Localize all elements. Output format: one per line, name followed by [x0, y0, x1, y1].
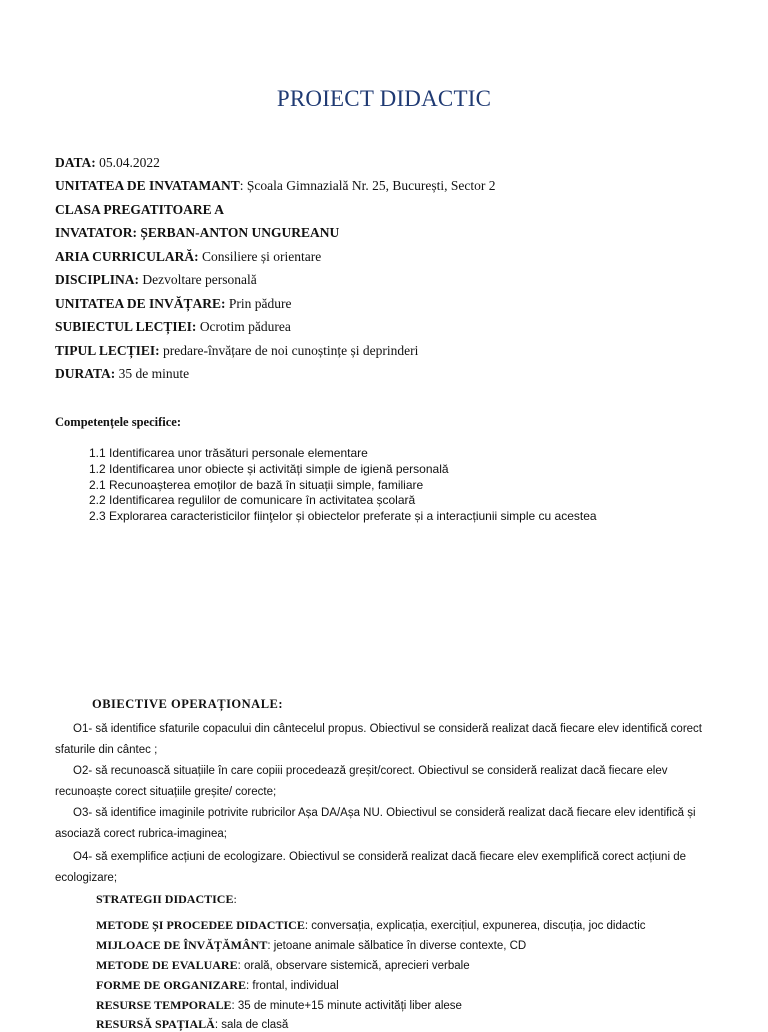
info-line-unitatea-invatare: [55, 296, 292, 312]
info-label: DURATA:: [55, 366, 116, 381]
strategie-metode: [96, 918, 646, 933]
info-label: UNITATEA DE INVATAMANT: [55, 178, 240, 193]
info-label: UNITATEA DE INVĂȚARE:: [55, 296, 226, 311]
strategie-label: FORME DE ORGANIZARE: [96, 978, 247, 992]
strategie-label: METODE ȘI PROCEDEE DIDACTICE: [96, 918, 305, 932]
info-label: TIPUL LECȚIEI:: [55, 343, 160, 358]
strategie-value: : jetoane animale sălbatice în diverse contexte, CD: [267, 940, 527, 952]
info-line-disciplina: [55, 272, 257, 288]
info-label: ARIA CURRICULARĂ:: [55, 249, 199, 264]
info-line-clasa: [55, 202, 224, 218]
info-label: DATA:: [55, 155, 96, 170]
competenta-item: 1.2 Identificarea unor obiecte și activități simple de igienă personală: [89, 462, 449, 476]
strategii-heading-label: STRATEGII DIDACTICE: [96, 892, 234, 906]
strategie-label: RESURSE TEMPORALE: [96, 998, 232, 1012]
info-value: Prin pădure: [225, 296, 292, 311]
document-title: PROIECT DIDACTIC: [276, 86, 492, 111]
competente-heading: Competențele specifice:: [55, 415, 181, 429]
competenta-item: 2.1 Recunoașterea emoților de bază în situații simple, familiare: [89, 478, 424, 492]
info-value: Dezvoltare personală: [139, 272, 257, 287]
info-value: predare-învățare de noi cunoștințe și deprinderi: [159, 343, 419, 358]
info-line-tipul: [55, 343, 418, 359]
competenta-item: 2.2 Identificarea regulilor de comunicare în activitatea școlară: [89, 493, 416, 507]
strategii-heading-suffix: :: [233, 892, 237, 906]
competenta-item: 2.3 Explorarea caracteristicilor fiinţelor și obiectelor preferate și a interacțiunii simple cu acestea: [89, 509, 597, 523]
info-line-aria-curriculara: [55, 249, 321, 265]
info-label: CLASA PREGATITOARE A: [55, 202, 225, 217]
strategie-label: METODE DE EVALUARE: [96, 958, 238, 972]
info-value: : Școala Gimnazială Nr. 25, București, Sector 2: [239, 178, 496, 193]
strategie-forme: [96, 978, 339, 993]
info-line-subiectul: [55, 319, 291, 335]
info-value: Consiliere și orientare: [198, 249, 322, 264]
strategie-value: : 35 de minute+15 minute activități liber alese: [231, 1000, 462, 1012]
strategie-value: : sala de clasă: [214, 1019, 289, 1031]
info-label: DISCIPLINA:: [55, 272, 140, 287]
strategie-mijloace: [96, 938, 526, 953]
strategie-resursa-spatiala: [96, 1017, 288, 1032]
obiective-heading: OBIECTIVE OPERAȚIONALE:: [92, 697, 284, 711]
info-line-durata: [55, 366, 189, 382]
info-line-unitatea-invatamant: [55, 178, 495, 194]
obiectiv-paragraph: O4- să exemplifice acțiuni de ecologizare. Obiectivul se consideră realizat dacă fiecare elev exemplifică corect acțiuni de ecologizare;: [55, 851, 686, 884]
info-line-invatator: [55, 225, 339, 241]
obiectiv-paragraph: O3- să identifice imaginile potrivite rubricilor Așa DA/Așa NU. Obiectivul se consideră realizat dacă fiecare elev identifică și asociază corect rubrica-imaginea;: [55, 807, 696, 840]
competenta-item: 1.1 Identificarea unor trăsături personale elementare: [89, 446, 368, 460]
info-label: INVATATOR: ȘERBAN-ANTON UNGUREANU: [55, 225, 340, 240]
strategie-resurse-temporale: [96, 998, 462, 1013]
info-value: 05.04.2022: [95, 155, 160, 170]
info-line-data: [55, 155, 160, 171]
strategie-label: RESURSĂ SPAȚIALĂ: [96, 1017, 215, 1031]
strategie-evaluare: [96, 958, 470, 973]
strategie-value: : orală, observare sistemică, aprecieri verbale: [237, 960, 470, 972]
strategie-value: : frontal, individual: [246, 980, 339, 992]
strategii-heading: [96, 892, 237, 907]
strategie-label: MIJLOACE DE ÎNVĂȚĂMÂNT: [96, 938, 268, 952]
obiectiv-paragraph: O2- să recunoască situațiile în care copiii procedează greșit/corect. Obiectivul se consideră realizat dacă fiecare elev recunoaște corect situațiile greșite/ corecte;: [55, 765, 668, 798]
info-label: SUBIECTUL LECȚIEI:: [55, 319, 197, 334]
info-value: 35 de minute: [115, 366, 190, 381]
info-value: Ocrotim pădurea: [196, 319, 291, 334]
strategie-value: : conversația, explicația, exercițiul, expunerea, discuția, joc didactic: [304, 920, 646, 932]
obiectiv-paragraph: O1- să identifice sfaturile copacului din cântecelul propus. Obiectivul se consideră realizat dacă fiecare elev identifică corect sfaturile din cântec ;: [55, 723, 702, 756]
